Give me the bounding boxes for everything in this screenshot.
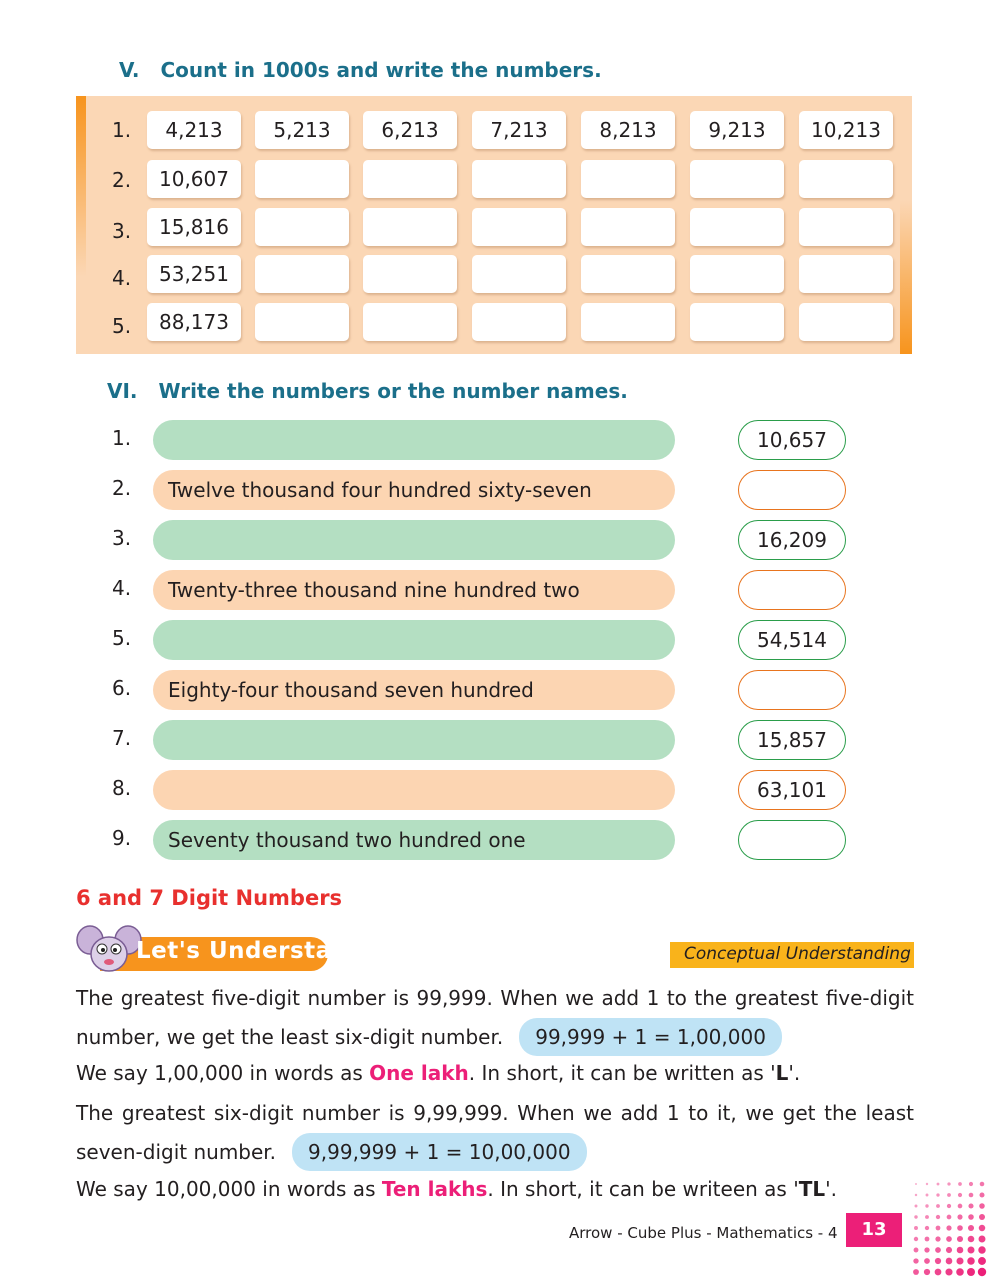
decorative-dot bbox=[914, 1248, 919, 1253]
decorative-dot bbox=[924, 1269, 930, 1275]
decorative-dot bbox=[957, 1214, 962, 1219]
decorative-dot bbox=[926, 1183, 928, 1185]
paragraph-2-text: We say 1,00,000 in words as bbox=[76, 1061, 370, 1085]
paragraph-4-text-end: '. bbox=[825, 1177, 837, 1201]
panel-accent-right bbox=[900, 200, 912, 354]
decorative-dot bbox=[969, 1193, 974, 1198]
decorative-dot bbox=[936, 1204, 940, 1208]
equation-ten-lakh: 9,99,999 + 1 = 10,00,000 bbox=[292, 1133, 587, 1171]
number-cell: 7,213 bbox=[472, 111, 566, 149]
answer-cell[interactable] bbox=[690, 303, 784, 341]
decorative-dot bbox=[925, 1226, 929, 1230]
decorative-dot bbox=[946, 1225, 951, 1230]
decorative-dot bbox=[935, 1269, 942, 1276]
decorative-dot bbox=[936, 1215, 940, 1219]
numeral-answer-field[interactable] bbox=[738, 470, 846, 510]
decorative-dot bbox=[935, 1236, 940, 1241]
numeral-box: 16,209 bbox=[738, 520, 846, 560]
item-number: 5. bbox=[112, 626, 132, 650]
decorative-dot bbox=[915, 1194, 917, 1196]
answer-cell[interactable] bbox=[363, 208, 457, 246]
answer-cell[interactable] bbox=[363, 255, 457, 293]
decorative-dot bbox=[925, 1237, 930, 1242]
item-number: 8. bbox=[112, 776, 132, 800]
paragraph-3 bbox=[76, 1098, 914, 1172]
abbr-l: L bbox=[775, 1061, 789, 1085]
decorative-dot bbox=[937, 1183, 940, 1186]
number-cell: 8,213 bbox=[581, 111, 675, 149]
decorative-dot bbox=[914, 1215, 917, 1218]
paragraph-3-line-2: seven-digit number. bbox=[76, 1140, 277, 1164]
decorative-dot bbox=[967, 1246, 974, 1253]
decorative-dot bbox=[980, 1182, 985, 1187]
decorative-dot bbox=[915, 1205, 918, 1208]
answer-cell[interactable] bbox=[255, 208, 349, 246]
decorative-dot bbox=[968, 1203, 973, 1208]
answer-cell[interactable] bbox=[363, 303, 457, 341]
decorative-dot bbox=[969, 1182, 973, 1186]
item-number: 7. bbox=[112, 726, 132, 750]
number-cell: 15,816 bbox=[147, 208, 241, 246]
paragraph-4-text: We say 10,00,000 in words as bbox=[76, 1177, 382, 1201]
section-v-heading bbox=[119, 58, 602, 82]
answer-cell[interactable] bbox=[363, 160, 457, 198]
answer-cell[interactable] bbox=[799, 303, 893, 341]
decorative-dot bbox=[936, 1226, 941, 1231]
numeral-box: 10,657 bbox=[738, 420, 846, 460]
number-cell: 4,213 bbox=[147, 111, 241, 149]
paragraph-1 bbox=[76, 983, 914, 1057]
number-cell: 6,213 bbox=[363, 111, 457, 149]
number-name-text: Eighty-four thousand seven hundred bbox=[153, 670, 675, 710]
decorative-dot bbox=[958, 1204, 963, 1209]
row-number: 2. bbox=[112, 168, 132, 192]
section-vi-title: Write the numbers or the number names. bbox=[158, 379, 628, 403]
answer-cell[interactable] bbox=[690, 208, 784, 246]
page-number: 13 bbox=[846, 1213, 902, 1247]
answer-cell[interactable] bbox=[255, 255, 349, 293]
decorative-dot bbox=[956, 1268, 964, 1276]
decorative-dot bbox=[968, 1214, 974, 1220]
decorative-dot bbox=[979, 1214, 985, 1220]
item-number: 2. bbox=[112, 476, 132, 500]
paragraph-1-line-1: The greatest five-digit number is 99,999. When we add 1 to the greatest five-digit bbox=[76, 986, 914, 1010]
number-name-answer-field[interactable] bbox=[153, 720, 675, 760]
conceptual-tag: Conceptual Understanding bbox=[684, 944, 911, 964]
section-vi-heading bbox=[107, 379, 628, 403]
decorative-dot bbox=[957, 1247, 964, 1254]
decorative-dot bbox=[925, 1215, 929, 1219]
answer-cell[interactable] bbox=[581, 208, 675, 246]
numeral-answer-field[interactable] bbox=[738, 670, 846, 710]
answer-cell[interactable] bbox=[472, 255, 566, 293]
answer-cell[interactable] bbox=[581, 160, 675, 198]
decorative-dot bbox=[967, 1257, 975, 1265]
answer-cell[interactable] bbox=[472, 303, 566, 341]
numeral-box: 54,514 bbox=[738, 620, 846, 660]
term-ten-lakhs: Ten lakhs bbox=[381, 1177, 488, 1201]
decorative-dot bbox=[947, 1182, 950, 1185]
item-number: 9. bbox=[112, 826, 132, 850]
paragraph-2 bbox=[76, 1058, 914, 1088]
number-cell: 9,213 bbox=[690, 111, 784, 149]
decorative-dot bbox=[979, 1192, 984, 1197]
decorative-dot bbox=[924, 1258, 930, 1264]
decorative-dot bbox=[935, 1247, 941, 1253]
numeral-box: 15,857 bbox=[738, 720, 846, 760]
decorative-dot bbox=[925, 1204, 928, 1207]
answer-cell[interactable] bbox=[690, 160, 784, 198]
paragraph-4-text-mid: . In short, it can be writeen as ' bbox=[487, 1177, 799, 1201]
lets-understand-label: Let's Understand bbox=[136, 938, 366, 964]
topic-title: 6 and 7 Digit Numbers bbox=[76, 886, 343, 910]
decorative-dot bbox=[913, 1258, 918, 1263]
decorative-dot bbox=[968, 1236, 975, 1243]
decorative-dot bbox=[978, 1268, 986, 1276]
decorative-dot bbox=[915, 1183, 917, 1185]
mouse-mascot-icon bbox=[76, 922, 142, 976]
decorative-dot bbox=[957, 1236, 963, 1242]
decorative-dot bbox=[967, 1268, 975, 1276]
row-number: 1. bbox=[112, 118, 132, 142]
decorative-dot bbox=[946, 1247, 952, 1253]
decorative-dot bbox=[947, 1204, 951, 1208]
decorative-dot bbox=[914, 1226, 918, 1230]
numeral-box: 63,101 bbox=[738, 770, 846, 810]
decorative-dot bbox=[968, 1225, 974, 1231]
decorative-dot bbox=[946, 1236, 952, 1242]
row-number: 3. bbox=[112, 219, 132, 243]
row-number: 4. bbox=[112, 266, 132, 290]
number-cell: 5,213 bbox=[255, 111, 349, 149]
decorative-dot bbox=[958, 1193, 962, 1197]
row-number: 5. bbox=[112, 314, 132, 338]
numeral-answer-field[interactable] bbox=[738, 570, 846, 610]
answer-cell[interactable] bbox=[581, 303, 675, 341]
section-v-label: V. bbox=[119, 58, 140, 82]
decorative-dot bbox=[947, 1215, 952, 1220]
equation-lakh: 99,999 + 1 = 1,00,000 bbox=[519, 1018, 782, 1056]
decorative-dot bbox=[914, 1237, 918, 1241]
answer-cell[interactable] bbox=[799, 160, 893, 198]
answer-cell[interactable] bbox=[799, 208, 893, 246]
number-cell: 88,173 bbox=[147, 303, 241, 341]
term-one-lakh: One lakh bbox=[369, 1061, 469, 1085]
decorative-dot bbox=[947, 1193, 951, 1197]
answer-cell[interactable] bbox=[799, 255, 893, 293]
decorative-dot bbox=[979, 1225, 985, 1231]
decorative-dot bbox=[978, 1246, 985, 1253]
answer-cell[interactable] bbox=[255, 160, 349, 198]
answer-cell[interactable] bbox=[255, 303, 349, 341]
paragraph-1-line-2: number, we get the least six-digit number. bbox=[76, 1025, 504, 1049]
number-name-answer-field[interactable] bbox=[153, 620, 675, 660]
footer-book-title: Arrow - Cube Plus - Mathematics - 4 bbox=[569, 1224, 838, 1242]
item-number: 4. bbox=[112, 576, 132, 600]
decorative-dot bbox=[978, 1257, 986, 1265]
decorative-dot bbox=[956, 1257, 963, 1264]
number-name-text: Seventy thousand two hundred one bbox=[153, 820, 675, 860]
number-name-text: Twenty-three thousand nine hundred two bbox=[153, 570, 675, 610]
item-number: 6. bbox=[112, 676, 132, 700]
decorative-dot bbox=[957, 1225, 963, 1231]
section-vi-label: VI. bbox=[107, 379, 138, 403]
decorative-dot bbox=[958, 1182, 962, 1186]
decorative-dot bbox=[979, 1203, 985, 1209]
decorative-dot bbox=[913, 1269, 919, 1275]
item-number: 3. bbox=[112, 526, 132, 550]
panel-accent-left bbox=[76, 96, 86, 354]
paragraph-2-text-end: '. bbox=[788, 1061, 801, 1085]
decorative-dot bbox=[926, 1194, 929, 1197]
number-name-answer-field[interactable] bbox=[153, 770, 675, 810]
decorative-dot bbox=[924, 1247, 929, 1252]
number-cell: 10,213 bbox=[799, 111, 893, 149]
number-cell: 53,251 bbox=[147, 255, 241, 293]
answer-cell[interactable] bbox=[472, 160, 566, 198]
paragraph-4 bbox=[76, 1174, 914, 1204]
decorative-dot bbox=[979, 1236, 986, 1243]
answer-cell[interactable] bbox=[581, 255, 675, 293]
paragraph-3-line-1: The greatest six-digit number is 9,99,999. When we add 1 to it, we get the least bbox=[76, 1101, 914, 1125]
number-name-text: Twelve thousand four hundred sixty-seven bbox=[153, 470, 675, 510]
number-name-answer-field[interactable] bbox=[153, 420, 675, 460]
abbr-tl: TL bbox=[798, 1177, 826, 1201]
numeral-answer-field[interactable] bbox=[738, 820, 846, 860]
section-v-title: Count in 1000s and write the numbers. bbox=[160, 58, 602, 82]
decorative-dots-icon bbox=[912, 1180, 989, 1280]
decorative-dot bbox=[946, 1258, 953, 1265]
item-number: 1. bbox=[112, 426, 132, 450]
answer-cell[interactable] bbox=[690, 255, 784, 293]
answer-cell[interactable] bbox=[472, 208, 566, 246]
paragraph-2-text-mid: . In short, it can be written as ' bbox=[468, 1061, 776, 1085]
decorative-dot bbox=[935, 1258, 941, 1264]
decorative-dot bbox=[936, 1193, 939, 1196]
number-name-answer-field[interactable] bbox=[153, 520, 675, 560]
decorative-dot bbox=[945, 1268, 952, 1275]
number-cell: 10,607 bbox=[147, 160, 241, 198]
